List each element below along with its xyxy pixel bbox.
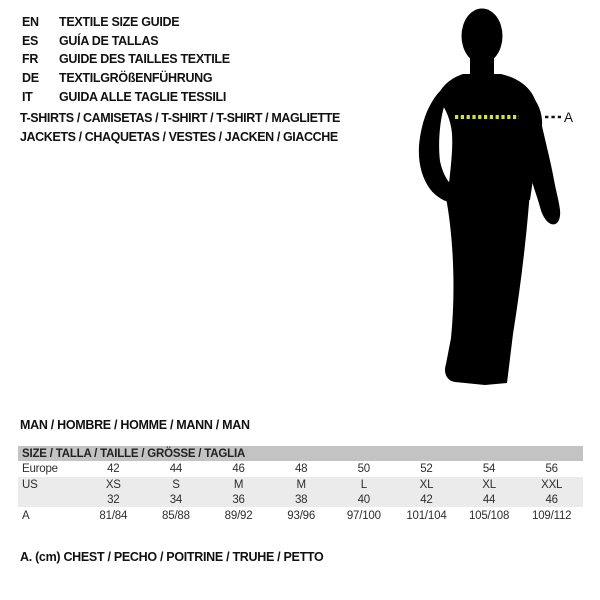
size-cell: 48 (294, 463, 308, 475)
row-label: A (22, 509, 30, 522)
size-cell: 105/108 (468, 509, 510, 522)
size-cell: 44 (482, 493, 496, 506)
size-cell: 36 (232, 493, 245, 506)
language-list (22, 13, 230, 106)
size-cell: L (360, 478, 367, 491)
size-cell: 34 (169, 493, 183, 506)
size-cell: 93/96 (287, 509, 316, 522)
language-row-it (22, 87, 230, 106)
language-title: GUIDA ALLE TAGLIE TESSILI (59, 89, 227, 104)
size-cell: 52 (420, 463, 433, 475)
measurement-footnote: A. (cm) CHEST / PECHO / POITRINE / TRUHE / PETTO (20, 550, 324, 564)
size-cell: 101/104 (406, 509, 447, 522)
size-cell: 32 (107, 493, 120, 506)
size-cell: M (233, 478, 244, 491)
language-row-de (22, 69, 230, 88)
size-cell: XS (105, 478, 121, 491)
language-row-es (22, 32, 230, 51)
language-title: GUIDE DES TAILLES TEXTILE (59, 52, 230, 67)
size-table-header (18, 446, 583, 461)
language-code: ES (22, 33, 39, 48)
size-cell: 40 (357, 493, 371, 506)
size-table-header-label: SIZE / TALLA / TAILLE / GRÖSSE / TAGLIA (22, 447, 246, 460)
language-row-en (22, 13, 230, 32)
size-cell: 89/92 (224, 509, 253, 522)
size-cell: S (172, 478, 180, 491)
size-cell: 50 (357, 463, 371, 475)
category-line-jackets: JACKETS / CHAQUETAS / VESTES / JACKEN / GIACCHE (20, 129, 338, 144)
language-title: TEXTILE SIZE GUIDE (59, 15, 180, 30)
size-cell: 109/112 (532, 509, 572, 522)
row-label: US (22, 478, 38, 491)
man-silhouette-figure (395, 0, 600, 400)
language-code: IT (22, 89, 33, 104)
silhouette-legs (443, 190, 530, 385)
measure-label-a: A (564, 110, 574, 125)
language-title: GUÍA DE TALLAS (59, 33, 159, 48)
section-title-man: MAN / HOMBRE / HOMME / MANN / MAN (20, 418, 250, 432)
size-cell: 85/88 (162, 509, 190, 522)
size-cell: M (296, 478, 306, 491)
table-row-us-numeric (18, 492, 583, 507)
size-cell: XL (482, 478, 496, 491)
size-cell: 44 (169, 463, 183, 475)
size-cell: 42 (420, 493, 433, 506)
silhouette-neck (470, 44, 494, 74)
size-cell: 81/84 (99, 509, 128, 522)
size-cell: 54 (482, 463, 496, 475)
row-label: Europe (22, 463, 58, 475)
size-cell: 97/100 (346, 509, 381, 522)
table-row-us (18, 477, 583, 492)
size-cell: 46 (232, 463, 245, 475)
language-title: TEXTILGRÖßENFÜHRUNG (59, 71, 213, 86)
size-cell: XXL (541, 478, 563, 491)
table-row-europe (18, 461, 583, 477)
man-silhouette (395, 0, 600, 400)
size-cell: 56 (545, 463, 558, 475)
language-code: EN (22, 15, 39, 30)
size-cell: XL (419, 478, 434, 491)
table-row-chest-a (18, 507, 583, 524)
category-line-tshirts: T-SHIRTS / CAMISETAS / T-SHIRT / T-SHIRT / MAGLIETTE (20, 110, 340, 125)
garment-categories (20, 108, 340, 146)
language-row-fr (22, 50, 230, 69)
size-cell: 38 (294, 493, 308, 506)
size-cell: 42 (107, 463, 120, 475)
size-table (18, 446, 583, 524)
language-code: FR (22, 52, 39, 67)
language-code: DE (22, 71, 39, 86)
size-cell: 46 (545, 493, 558, 506)
